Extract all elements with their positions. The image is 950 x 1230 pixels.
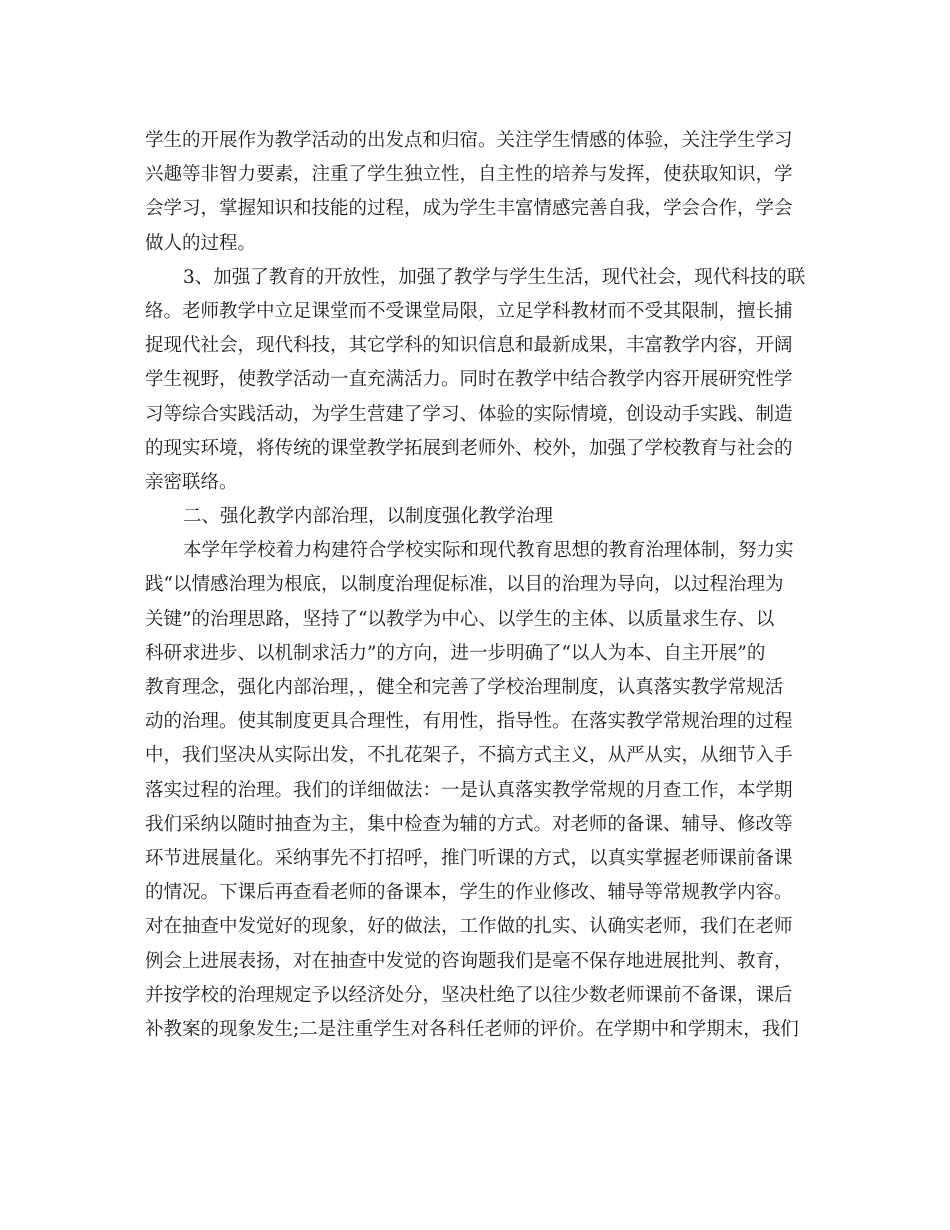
text-line: 教育理念，强化内部治理，，健全和完善了学校治理制度，认真落实教学常规活: [145, 677, 784, 698]
text-line: 做人的过程。: [145, 232, 257, 254]
text-line: 3、加强了教育的开放性，加强了教学与学生生活，现代社会，现代科技的联: [183, 266, 806, 288]
text-line: 科研求进步、以机制求活力”的方向，进一步明确了“以人为本、自主开展”的: [145, 642, 766, 664]
text-line: 中，我们坚决从实际出发，不扎花架子，不搞方式主义，从严从实，从细节入手: [145, 745, 793, 767]
text-line: 的情况。下课后再查看老师的备课本，学生的作业修改、辅导等常规教学内容。: [145, 882, 793, 904]
text-line: 络。老师教学中立足课堂而不受课堂局限，立足学科教材而不受其限制，擅长捕: [145, 300, 793, 322]
text-line: 践“以情感治理为根底，以制度治理促标准，以目的治理为导向，以过程治理为: [145, 574, 784, 596]
text-line: 会学习，掌握知识和技能的过程，成为学生丰富情感完善自我，学会合作，学会: [145, 198, 793, 220]
text-line: 例会上进展表扬，对在抽查中发觉的咨询题我们是毫不保存地进展批判、教育，: [145, 950, 793, 972]
text-line: 动的治理。使其制度更具合理性，有用性，指导性。在落实教学常规治理的过程: [145, 711, 793, 733]
text-line: 补教案的现象发生;二是注重学生对各科任老师的评价。在学期中和学期末，我们: [145, 1018, 799, 1040]
text-line: 关键”的治理思路，坚持了“以教学为中心、以学生的主体、以质量求生存、以: [145, 608, 775, 630]
text-line: 二、强化教学内部治理，以制度强化教学治理: [183, 506, 554, 528]
text-line: 学生视野，使教学活动一直充满活力。同时在教学中结合教学内容开展研究性学: [145, 369, 793, 391]
text-line: 本学年学校着力构建符合学校实际和现代教育思想的教育治理体制，努力实: [183, 540, 794, 562]
text-line: 的现实环境，将传统的课堂教学拓展到老师外、校外，加强了学校教育与社会的: [145, 437, 793, 459]
body-text: [145, 124, 825, 1047]
text-line: 落实过程的治理。我们的详细做法：一是认真落实教学常规的月查工作，本学期: [145, 779, 793, 801]
text-line: 我们采纳以随时抽查为主，集中检查为辅的方式。对老师的备课、辅导、修改等: [145, 813, 793, 835]
text-line: 学生的开展作为教学活动的出发点和归宿。关注学生情感的体验，关注学生学习: [145, 130, 793, 151]
text-line: 对在抽查中发觉好的现象，好的做法，工作做的扎实、认确实老师，我们在老师: [145, 916, 793, 938]
text-line: 习等综合实践活动，为学生营建了学习、体验的实际情境，创设动手实践、制造: [145, 403, 793, 425]
text-line: 捉现代社会，现代科技，其它学科的知识信息和最新成果，丰富教学内容，开阔: [145, 335, 793, 357]
text-line: 并按学校的治理规定予以经济处分，坚决杜绝了以往少数老师课前不备课，课后: [145, 984, 793, 1006]
text-line: 环节进展量化。采纳事先不打招呼，推门听课的方式，以真实掌握老师课前备课: [145, 847, 793, 869]
text-line: 亲密联络。: [145, 471, 238, 493]
text-line: 兴趣等非智力要素，注重了学生独立性，自主性的培养与发挥，使获取知识，学: [145, 164, 793, 186]
